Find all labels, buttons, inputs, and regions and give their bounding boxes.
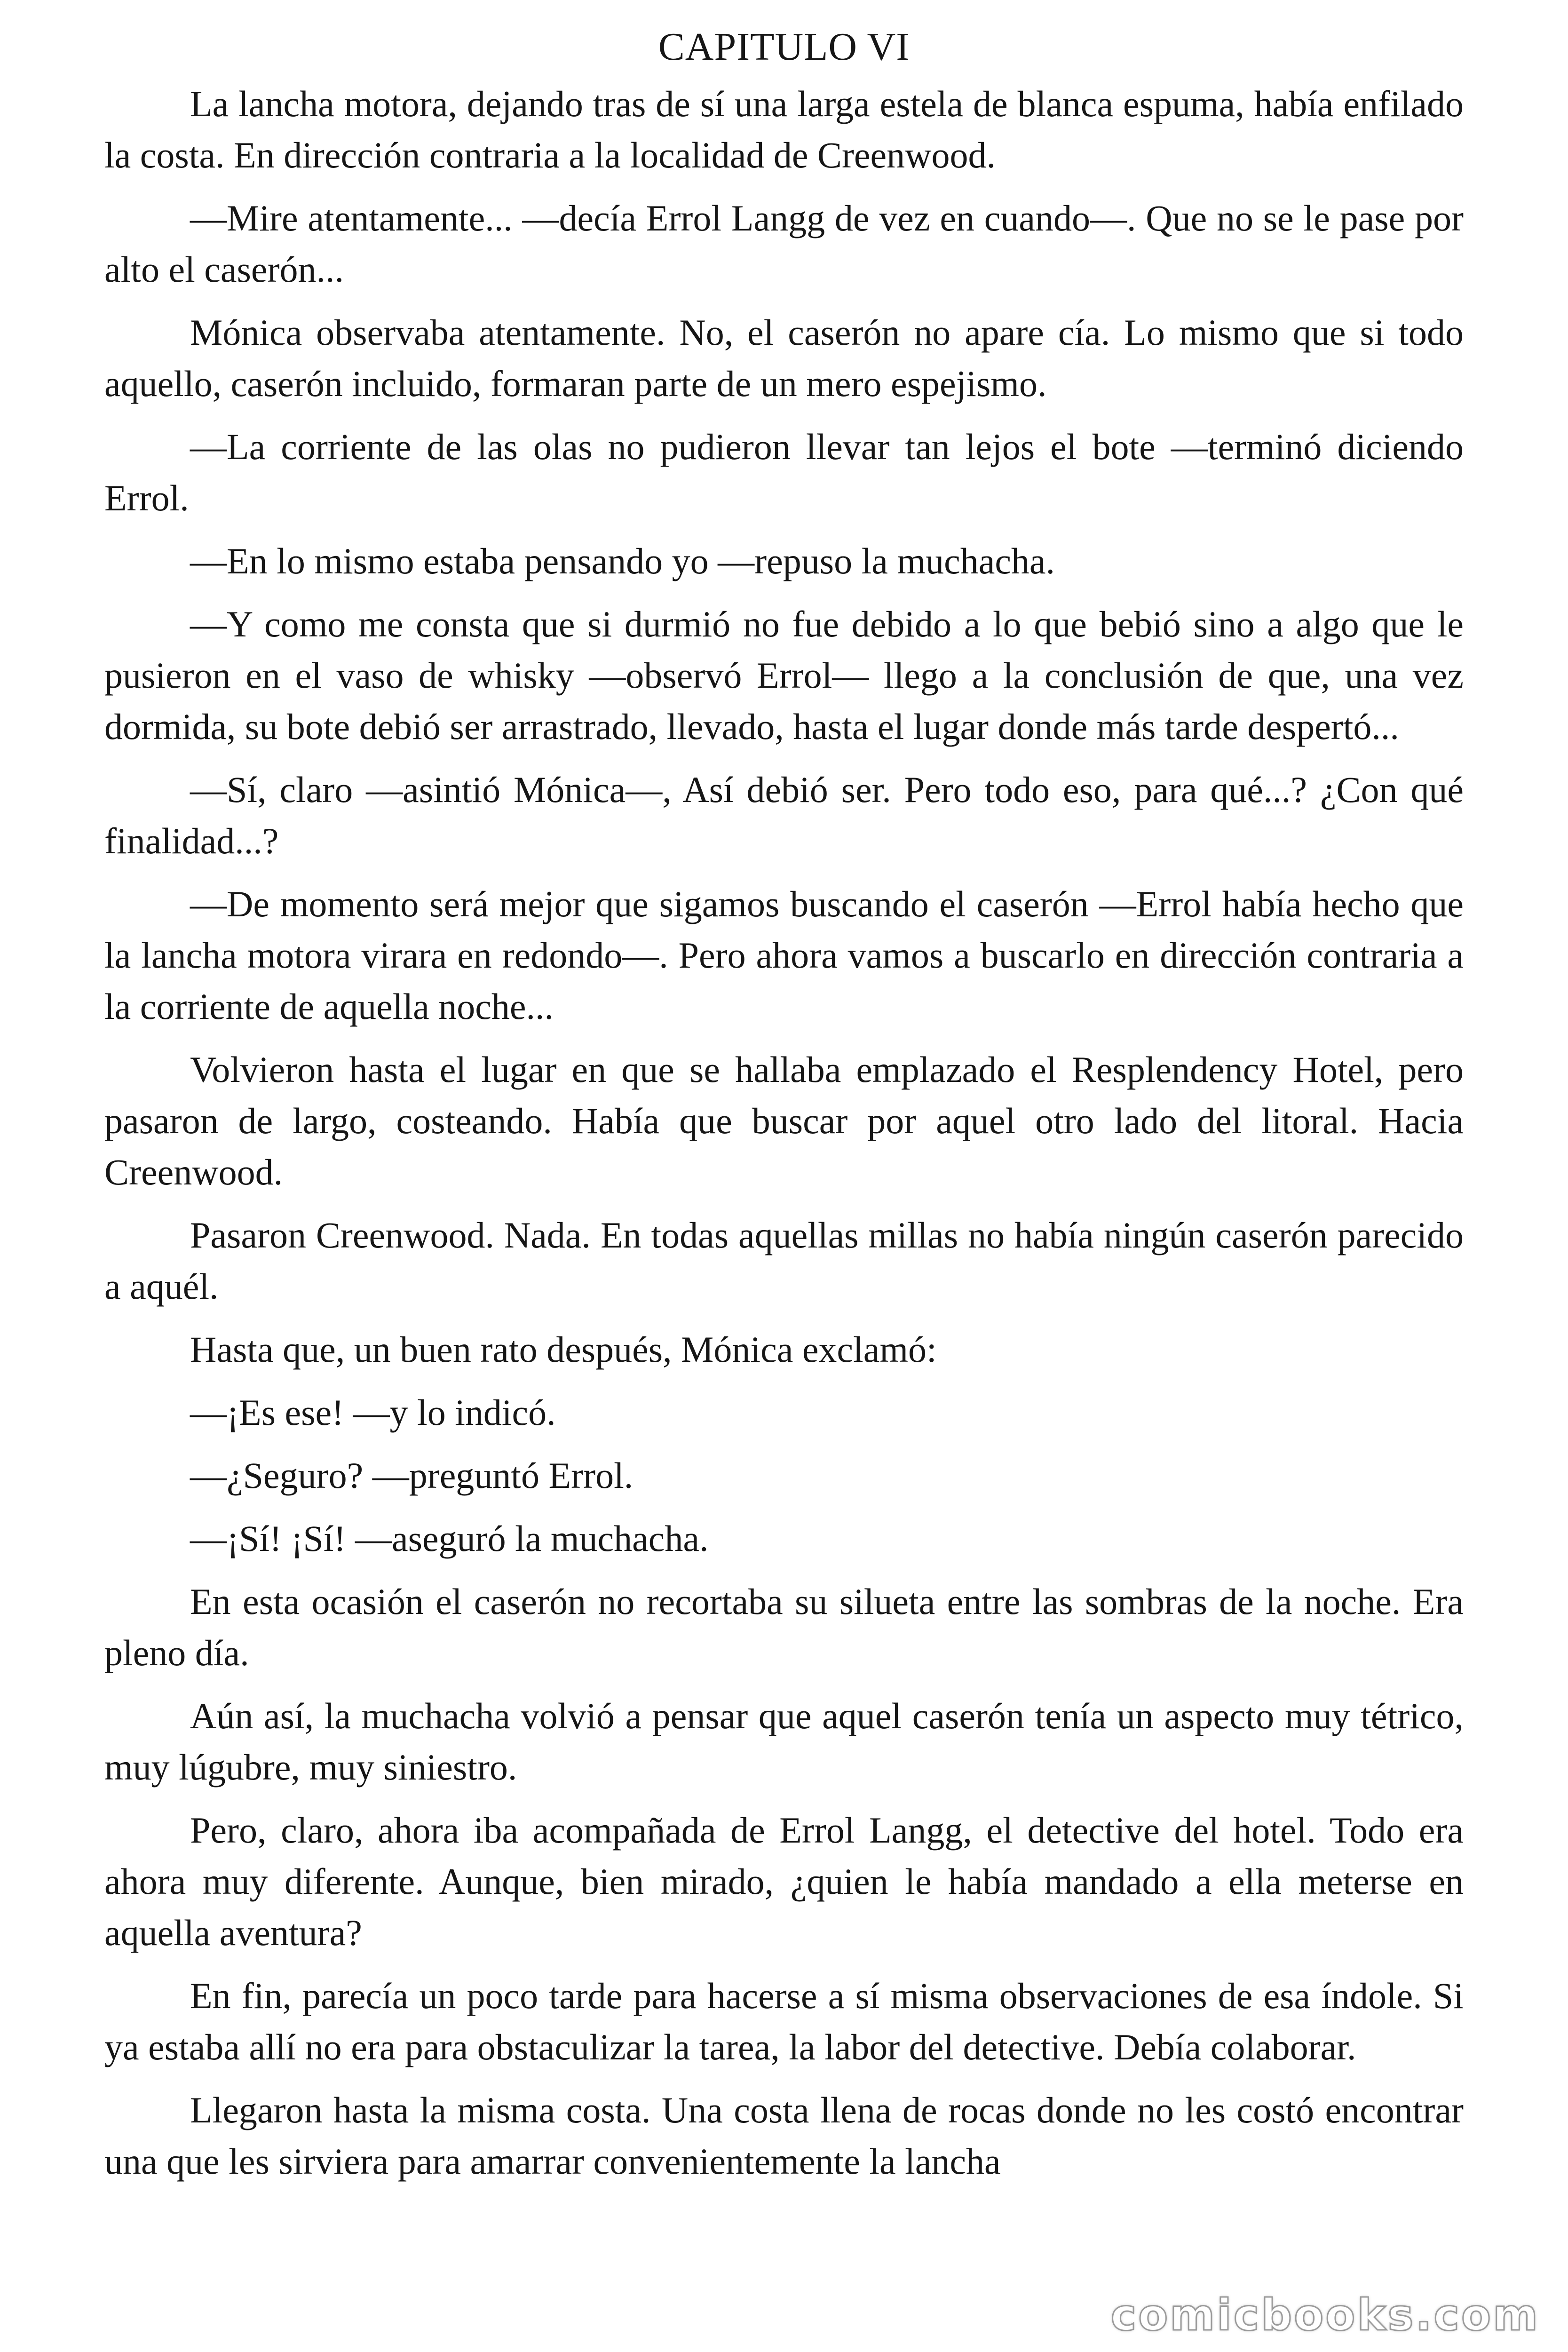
chapter-title: CAPITULO VI bbox=[658, 25, 910, 69]
paragraph: —¿Seguro? —preguntó Errol. bbox=[190, 1455, 634, 1496]
paragraph: En fin, parecía un poco tarde para hacerse a sí misma observaciones de esa índole. Si ya estaba allí no era para obstaculizar la tarea, la labor del detective. Debía colaborar. bbox=[104, 1975, 1464, 2067]
book-page bbox=[104, 19, 1464, 2324]
paragraph: —De momento será mejor que sigamos buscando el caserón —Errol había hecho que la lancha motora virara en redondo—. Pero ahora vamos a buscarlo en dirección contraria a la corriente de aquella noche... bbox=[104, 883, 1464, 1027]
paragraph: Llegaron hasta la misma costa. Una costa llena de rocas donde no les costó encontrar una que les sirviera para amarrar convenientemente la lancha bbox=[104, 2090, 1464, 2182]
paragraph: —¡Sí! ¡Sí! —aseguró la muchacha. bbox=[190, 1518, 709, 1559]
paragraph: Pero, claro, ahora iba acompañada de Errol Langg, el detective del hotel. Todo era ahora muy diferente. Aunque, bien mirado, ¿quien le había mandado a ella meterse en aquella aventura? bbox=[104, 1810, 1464, 1953]
paragraph: Volvieron hasta el lugar en que se hallaba emplazado el Resplendency Hotel, pero pasaron de largo, costeando. Había que buscar por aquel otro lado del litoral. Hacia Creenwood. bbox=[104, 1049, 1464, 1192]
paragraph: —En lo mismo estaba pensando yo —repuso la muchacha. bbox=[190, 540, 1055, 581]
paragraph: —La corriente de las olas no pudieron llevar tan lejos el bote —terminó diciendo Errol. bbox=[104, 426, 1464, 518]
paragraph: Mónica observaba atentamente. No, el caserón no apare cía. Lo mismo que si todo aquello, caserón incluido, formaran parte de un mero espejismo. bbox=[104, 312, 1464, 404]
paragraph: Aún así, la muchacha volvió a pensar que aquel caserón tenía un aspecto muy tétrico, muy lúgubre, muy siniestro. bbox=[104, 1695, 1464, 1788]
paragraph: —Y como me consta que si durmió no fue debido a lo que bebió sino a algo que le pusieron en el vaso de whisky —observó Errol— llego a la conclusión de que, una vez dormida, su bote debió ser arrastrado, llevado, hasta el lugar donde más tarde despertó... bbox=[104, 604, 1464, 747]
paragraph: —Mire atentamente... —decía Errol Langg de vez en cuando—. Que no se le pase por alto el caserón... bbox=[104, 198, 1464, 290]
paragraph: Pasaron Creenwood. Nada. En todas aquellas millas no había ningún caserón parecido a aquél. bbox=[104, 1215, 1464, 1307]
site-watermark: comicbooks.com bbox=[1110, 2290, 1540, 2340]
paragraph: —¡Es ese! —y lo indicó. bbox=[190, 1392, 556, 1433]
paragraph: La lancha motora, dejando tras de sí una larga estela de blanca espuma, había enfilado la costa. En dirección contraria a la localidad de Creenwood. bbox=[104, 83, 1464, 175]
paragraph: En esta ocasión el caserón no recortaba su silueta entre las sombras de la noche. Era pleno día. bbox=[104, 1581, 1464, 1673]
paragraph: —Sí, claro —asintió Mónica—, Así debió ser. Pero todo eso, para qué...? ¿Con qué finalidad...? bbox=[104, 769, 1464, 861]
paragraph: Hasta que, un buen rato después, Mónica exclamó: bbox=[190, 1329, 937, 1370]
